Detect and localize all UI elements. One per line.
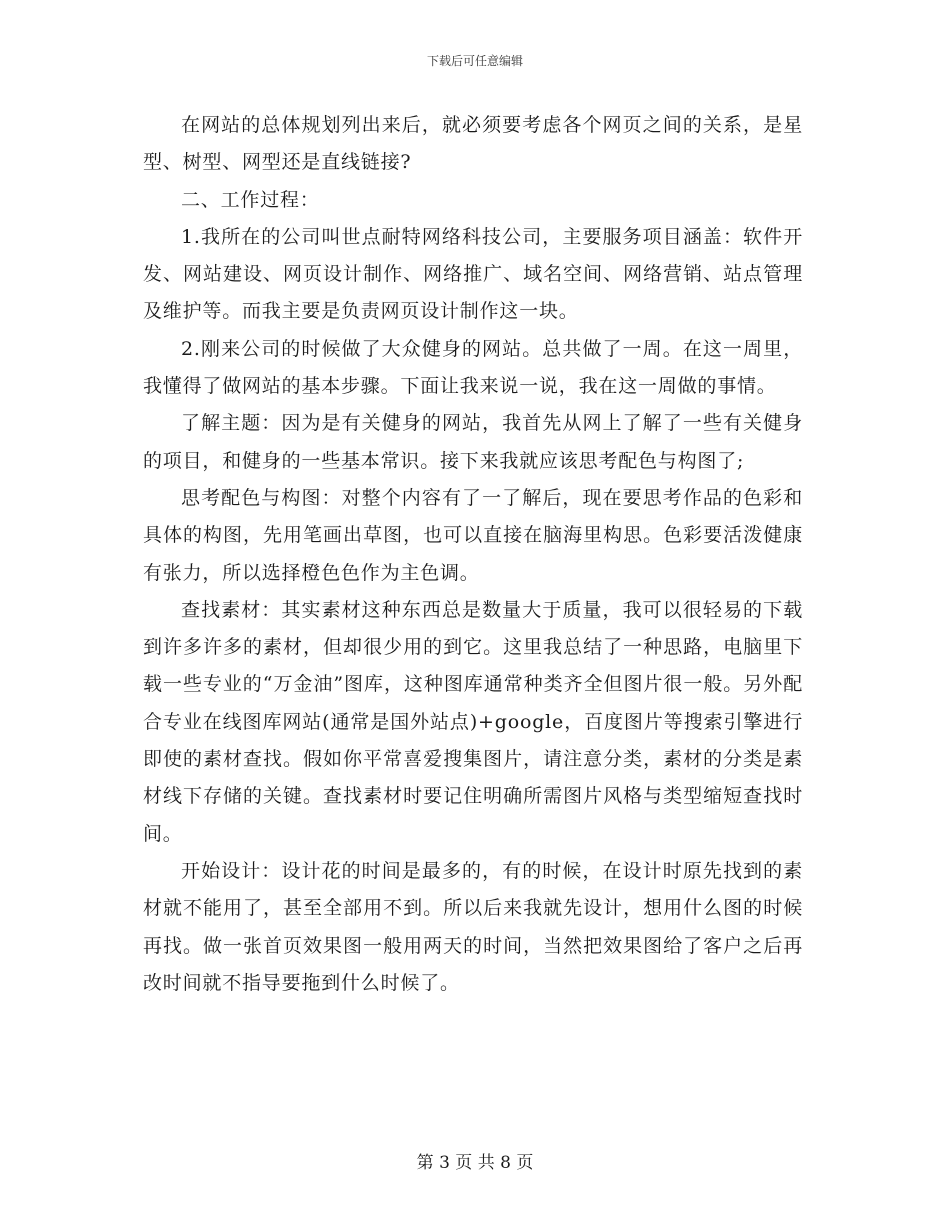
- paragraph-understand-topic: 了解主题：因为是有关健身的网站，我首先从网上了解了一些有关健身的项目，和健身的一些基本常识。接下来我就应该思考配色与构图了;: [143, 412, 803, 472]
- paragraph-fitness-site: 2.刚来公司的时候做了大众健身的网站。总共做了一周。在这一周里，我懂得了做网站的基本步骤。下面让我来说一说，我在这一周做的事情。: [143, 337, 803, 398]
- paragraph-company-intro: 1.我所在的公司叫世点耐特网络科技公司，主要服务项目涵盖：软件开发、网站建设、网页设计制作、网络推广、域名空间、网络营销、站点管理及维护等。而我主要是负责网页设计制作这一块。: [143, 225, 803, 323]
- document-body: [143, 107, 803, 1002]
- page-header-note: 下载后可任意编辑: [426, 54, 523, 68]
- page-number: 第 3 页 共 8 页: [416, 1153, 534, 1173]
- paragraph-color-composition: 思考配色与构图：对整个内容有了一了解后，现在要思考作品的色彩和具体的构图，先用笔画出草图，也可以直接在脑海里构思。色彩要活泼健康有张力，所以选择橙色色作为主色调。: [143, 486, 803, 584]
- section-heading-work-process: 二、工作过程：: [181, 188, 320, 211]
- paragraph-start-design: 开始设计：设计花的时间是最多的，有的时候，在设计时原先找到的素材就不能用了，甚至全部用不到。所以后来我就先设计，想用什么图的时候再找。做一张首页效果图一般用两天的时间，当然把效果图给了客户之后再改时间就不指导要拖到什么时候了。: [143, 859, 803, 994]
- paragraph-find-materials: 查找素材：其实素材这种东西总是数量大于质量，我可以很轻易的下载到许多许多的素材，但却很少用的到它。这里我总结了一种思路，电脑里下载一些专业的“万金油”图库，这种图库通常种类齐全但图片很一般。另外配合专业在线图库网站(通常是国外站点)+google，百度图片等搜索引擎进行即使的素材查找。假如你平常喜爱搜集图片，请注意分类，素材的分类是素材线下存储的关键。查找素材时要记住明确所需图片风格与类型缩短查找时间。: [143, 598, 803, 845]
- paragraph-site-relations: 在网站的总体规划列出来后，就必须要考虑各个网页之间的关系，是星型、树型、网型还是直线链接?: [143, 114, 803, 174]
